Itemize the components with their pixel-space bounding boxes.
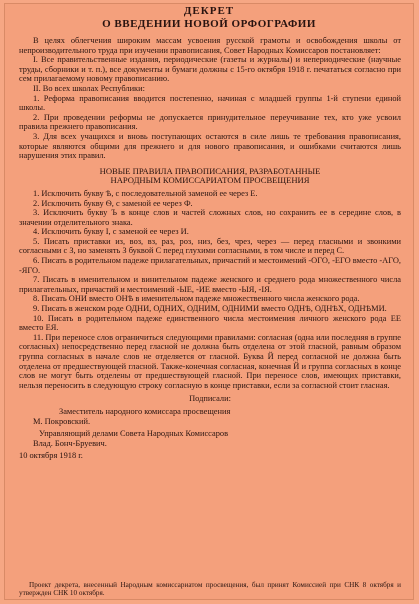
rule-item: 3. Исключить букву Ъ в конце слов и частей сложных слов, но сохранить ее в середине слов, в значении отделительного знака. bbox=[19, 208, 401, 227]
rules-heading-line: НАРОДНЫМ КОМИССАРИАТОМ ПРОСВЕЩЕНИЯ bbox=[110, 175, 310, 186]
signed-label: Подписали: bbox=[189, 394, 231, 404]
rule-item: 1. Исключить букву Ѣ, с последовательной заменой ее через Е. bbox=[33, 188, 258, 198]
manager-title: Управляющий делами Совета Народных Комиссаров bbox=[39, 429, 229, 439]
rule-item: 9. Писать в женском роде ОДНИ, ОДНИХ, ОДНИМ, ОДНИМИ вместо ОДНѢ, ОДНѢХ, ОДНѢМИ. bbox=[33, 304, 387, 314]
deputy-name: М. Покровский. bbox=[33, 416, 91, 426]
rule-item: 5. Писать приставки из, воз, вз, раз, роз, низ, без, чрез, через — перед гласными и звонкими согласными с З, но заменять З буквой С перед глухими согласными, в том числе и перед С. bbox=[19, 236, 401, 256]
decree-body bbox=[19, 36, 401, 461]
decree-date: 10 октября 1918 г. bbox=[19, 451, 83, 461]
rule-item: 2. Исключить букву Ѳ, с заменой ее через Ф. bbox=[33, 198, 193, 208]
decree-sheet bbox=[4, 3, 414, 600]
rule-item: 4. Исключить букву І, с заменой ее через И. bbox=[33, 227, 189, 237]
intro-paragraph: В целях облегчения широким массам усвоения русской грамоты и освобождения школы от непроизводительного труда при изучении правописания, Совет Народных Комиссаров постановляет: bbox=[19, 36, 401, 55]
footnote: Проект декрета, внесенный Народным комиссариатом просвещения, был принят Комиссией при СНК 8 октября и утвержден СНК 10 октября. bbox=[19, 581, 401, 597]
rule-item: 7. Писать в именительном и винительном падеже женского и среднего рода множественного числа прилагательных, причастий и местоимений -ЫЕ, -ИЕ вместо -ЫЯ, -ІЯ. bbox=[19, 275, 401, 294]
rule-item: 11. При переносе слов ограничиться следующими правилами: согласная (одна или последняя в группе согласных) непосредственно перед гласной не должна быть отделена от этой гласной, равным образом группа согласных в начале слов не отделяется от гласной. Буква Й перед согласной не должна быть отделена от предшествующей гласной. Также-конечная согласная, конечная Й и группа согласных в конце слов не могут быть отделены от предшествующей гласной. При переносе слов, имеющих приставки, нельзя переносить в следующую строку согласную в конце приставки, если за согласной стоит гласная. bbox=[19, 332, 401, 390]
intro-paragraph: 2. При проведении реформы не допускается принудительное переучивание тех, кто уже усвоил правила прежнего правописания. bbox=[19, 112, 401, 132]
rule-item: 8. Писать ОНИ вместо ОНѢ в именительном падеже множественного числа женского рода. bbox=[33, 294, 360, 304]
signature-block bbox=[19, 394, 401, 461]
manager-name: Влад. Бонч-Бруевич. bbox=[33, 438, 107, 448]
decree-subtitle: О ВВЕДЕНИИ НОВОЙ ОРФОГРАФИИ bbox=[102, 18, 316, 30]
deputy-title: Заместитель народного комиссара просвещения bbox=[59, 406, 231, 416]
rule-item: 6. Писать в родительном падеже прилагательных, причастий и местоимений -ОГО, -ЕГО вместо -АГО, -ЯГО. bbox=[19, 256, 401, 275]
rules-heading-line: НОВЫЕ ПРАВИЛА ПРАВОПИСАНИЯ, РАЗРАБОТАННЫЕ bbox=[99, 165, 321, 176]
decree-title: ДЕКРЕТ bbox=[183, 5, 235, 17]
intro-paragraph: 3. Для всех учащихся и вновь поступающих остаются в силе лишь те требования правописания, которые являются общими для прежнего и для нового правописания, и ошибками считаются лишь нарушения этих правил. bbox=[19, 131, 401, 161]
rules-heading bbox=[19, 167, 401, 186]
intro-paragraph: II. Во всех школах Республики: bbox=[33, 83, 145, 93]
rule-item: 10. Писать в родительном падеже единственного числа местоимения личного женского рода ЕЕ вместо ЕЯ. bbox=[19, 313, 401, 333]
intro-paragraph: I. Все правительственные издания, периодические (газеты и журналы) и непериодические (научные труды, сборники и т. п.), все документы и бумаги должны с 15-го октября 1918 г. печататься согласно при сем прилагаемому новому правописанию. bbox=[19, 55, 401, 84]
intro-paragraph: 1. Реформа правописания вводится постепенно, начиная с младшей группы 1-й ступени единой школы. bbox=[19, 93, 401, 113]
